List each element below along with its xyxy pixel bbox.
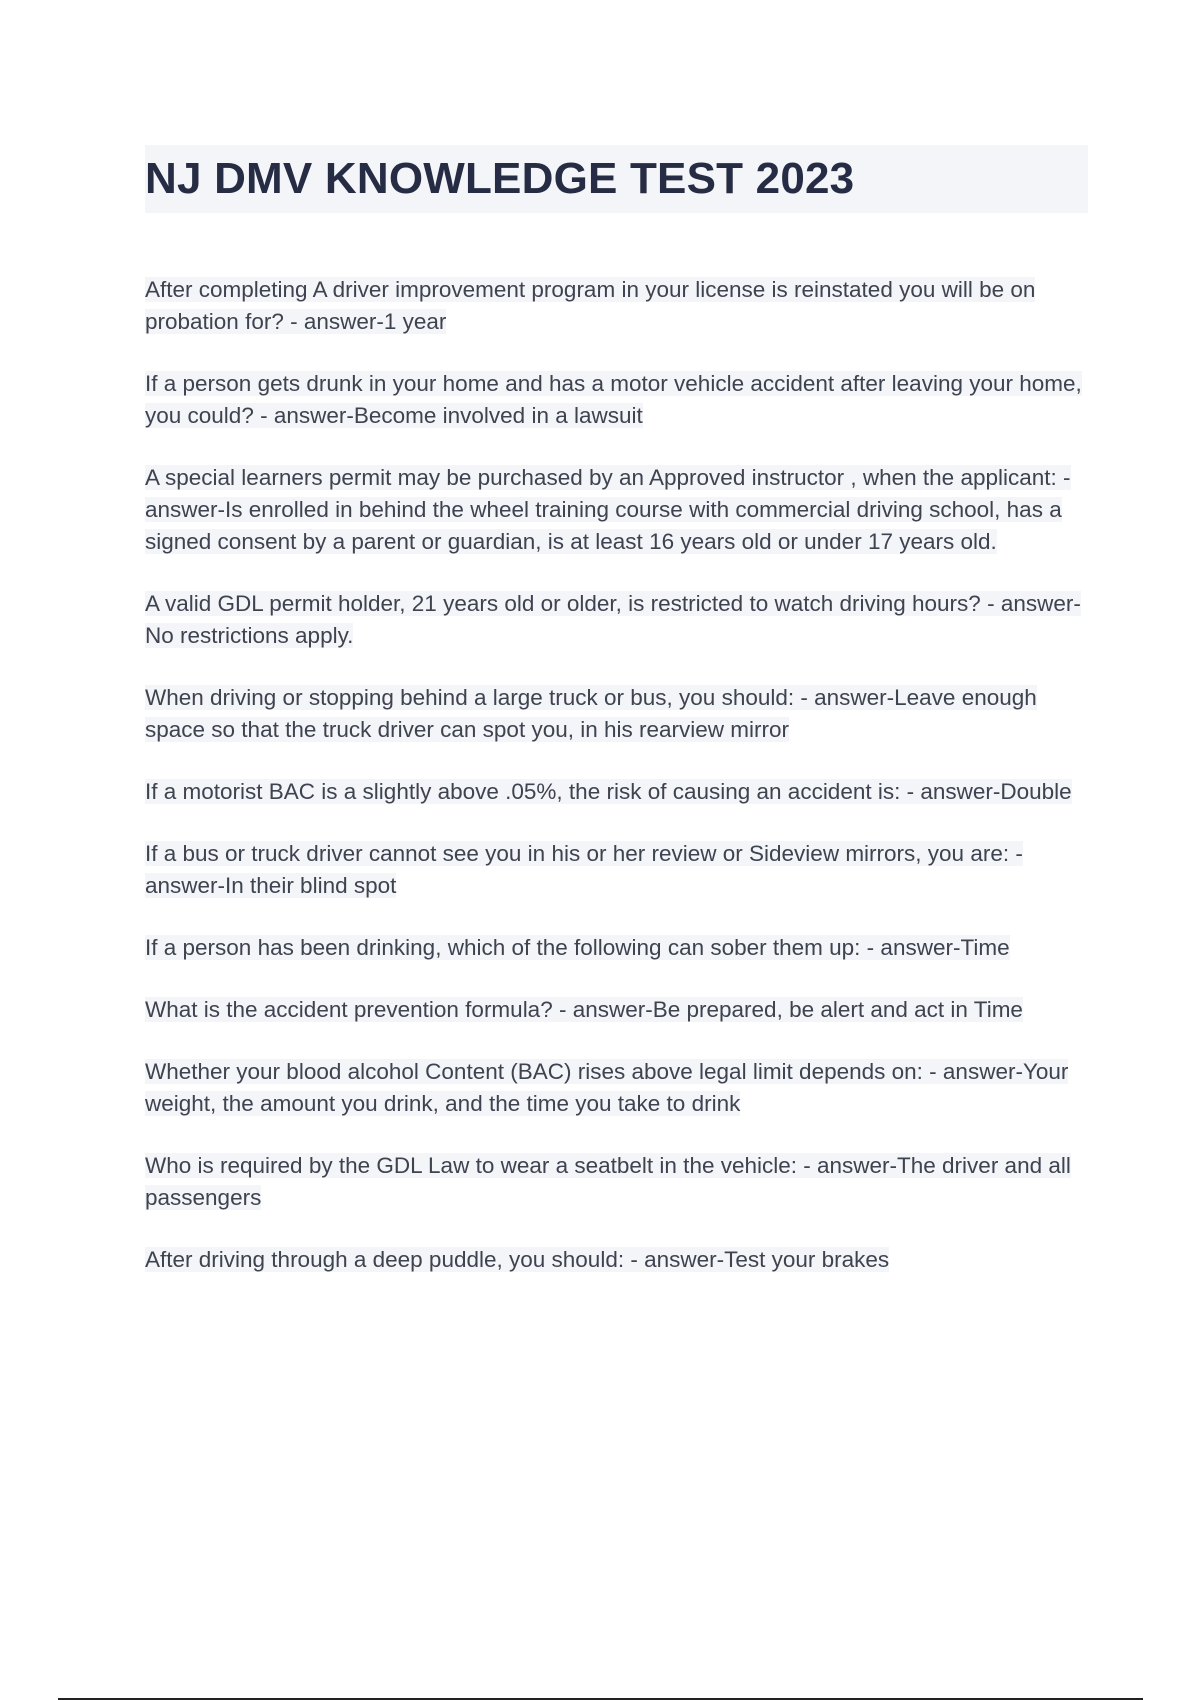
qa-text: If a person has been drinking, which of the following can sober them up: - answer-Time — [145, 935, 1010, 960]
qa-text: A special learners permit may be purchased by an Approved instructor , when the applicant: - answer-Is enrolled in behind the wheel training course with commercial driving school, has a signed consent by a parent or guardian, is at least 16 years old or under 17 years old. — [145, 465, 1071, 554]
qa-text: After driving through a deep puddle, you should: - answer-Test your brakes — [145, 1247, 890, 1272]
qa-item — [145, 1150, 1085, 1214]
qa-item — [145, 368, 1085, 432]
qa-text: When driving or stopping behind a large truck or bus, you should: - answer-Leave enough space so that the truck driver can spot you, in his rearview mirror — [145, 685, 1037, 742]
title-block — [145, 145, 1088, 213]
qa-item — [145, 462, 1085, 558]
qa-text: If a bus or truck driver cannot see you in his or her review or Sideview mirrors, you are: - answer-In their blind spot — [145, 841, 1023, 898]
qa-item — [145, 1056, 1085, 1120]
qa-item — [145, 776, 1085, 808]
qa-item — [145, 682, 1085, 746]
qa-text: If a motorist BAC is a slightly above .05%, the risk of causing an accident is: - answer-Double — [145, 779, 1072, 804]
qa-text: What is the accident prevention formula? - answer-Be prepared, be alert and act in Time — [145, 997, 1023, 1022]
qa-text: If a person gets drunk in your home and has a motor vehicle accident after leaving your home, you could? - answer-Become involved in a lawsuit — [145, 371, 1082, 428]
qa-text: Whether your blood alcohol Content (BAC) rises above legal limit depends on: - answer-Your weight, the amount you drink, and the time you take to drink — [145, 1059, 1069, 1116]
qa-item — [145, 838, 1085, 902]
qa-text: Who is required by the GDL Law to wear a seatbelt in the vehicle: - answer-The driver and all passengers — [145, 1153, 1071, 1210]
qa-text: A valid GDL permit holder, 21 years old or older, is restricted to watch driving hours? - answer-No restrictions apply. — [145, 591, 1081, 648]
qa-item — [145, 274, 1085, 338]
qa-item — [145, 1244, 1085, 1276]
page-title: NJ DMV KNOWLEDGE TEST 2023 — [145, 154, 855, 203]
qa-text: After completing A driver improvement program in your license is reinstated you will be on probation for? - answer-1 year — [145, 277, 1036, 334]
qa-item — [145, 932, 1085, 964]
qa-list — [145, 274, 1085, 1306]
qa-item — [145, 994, 1085, 1026]
qa-item — [145, 588, 1085, 652]
